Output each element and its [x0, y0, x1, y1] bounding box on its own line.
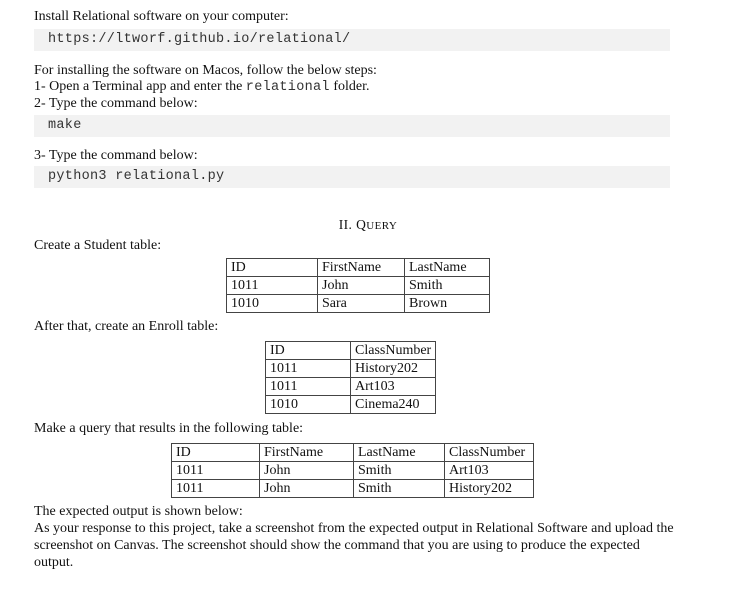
make-code-block[interactable]: make — [34, 115, 670, 137]
step-1-text — [34, 78, 369, 96]
step-3-text: 3- Type the command below: — [34, 148, 198, 163]
step-1-suffix: folder. — [329, 79, 370, 94]
instructions-paragraph: As your response to this project, take a screenshot from the expected output in Relational Software and upload the screenshot on Canvas. The screenshot should show the command that you are using to produce the expected output. — [34, 521, 674, 570]
table-cell: History202 — [445, 480, 534, 498]
table-header-row — [227, 259, 490, 277]
table-cell: 1010 — [266, 396, 351, 414]
header-cell: ID — [227, 259, 318, 277]
table-cell: John — [260, 480, 354, 498]
table-cell: John — [260, 462, 354, 480]
header-cell: LastName — [354, 444, 445, 462]
install-title: Install Relational software on your computer: — [34, 9, 289, 24]
result-caption: Make a query that results in the following table: — [34, 421, 304, 436]
table-row — [227, 295, 490, 313]
table-cell: Cinema240 — [351, 396, 436, 414]
student-table — [226, 258, 490, 313]
header-cell: ID — [172, 444, 260, 462]
step-1-code: relational — [245, 80, 330, 95]
mac-intro-text: For installing the software on Macos, follow the below steps: — [34, 63, 377, 78]
section-title-first: Q — [356, 217, 367, 232]
header-cell: ClassNumber — [445, 444, 534, 462]
table-cell: History202 — [351, 360, 436, 378]
url-code-block[interactable]: https://ltworf.github.io/relational/ — [34, 29, 670, 51]
table-row — [172, 462, 534, 480]
section-heading — [0, 216, 736, 235]
header-cell: FirstName — [318, 259, 405, 277]
table-cell: 1011 — [172, 462, 260, 480]
table-row — [266, 396, 436, 414]
table-cell: 1011 — [266, 360, 351, 378]
table-cell: 1011 — [172, 480, 260, 498]
table-header-row — [266, 342, 436, 360]
section-number: II. — [338, 217, 353, 232]
table-cell: Smith — [354, 480, 445, 498]
table-cell: Art103 — [351, 378, 436, 396]
table-cell: Sara — [318, 295, 405, 313]
header-cell: LastName — [405, 259, 490, 277]
header-cell: ID — [266, 342, 351, 360]
step-1-prefix: 1- Open a Terminal app and enter the — [34, 79, 246, 94]
student-caption: Create a Student table: — [34, 238, 162, 253]
table-cell: Brown — [405, 295, 490, 313]
table-cell: 1011 — [227, 277, 318, 295]
table-row — [172, 480, 534, 498]
table-cell: Smith — [405, 277, 490, 295]
enroll-table — [265, 341, 436, 414]
table-cell: Smith — [354, 462, 445, 480]
step-2-text: 2- Type the command below: — [34, 96, 198, 111]
python-code-block[interactable]: python3 relational.py — [34, 166, 670, 188]
enroll-caption: After that, create an Enroll table: — [34, 319, 219, 334]
table-cell: Art103 — [445, 462, 534, 480]
result-table — [171, 443, 534, 498]
expected-output-text: The expected output is shown below: — [34, 504, 243, 519]
table-row — [266, 378, 436, 396]
table-cell: 1011 — [266, 378, 351, 396]
table-row — [266, 360, 436, 378]
header-cell: ClassNumber — [351, 342, 436, 360]
table-cell: 1010 — [227, 295, 318, 313]
table-row — [227, 277, 490, 295]
section-title-rest: UERY — [366, 220, 398, 232]
table-header-row — [172, 444, 534, 462]
table-cell: John — [318, 277, 405, 295]
header-cell: FirstName — [260, 444, 354, 462]
